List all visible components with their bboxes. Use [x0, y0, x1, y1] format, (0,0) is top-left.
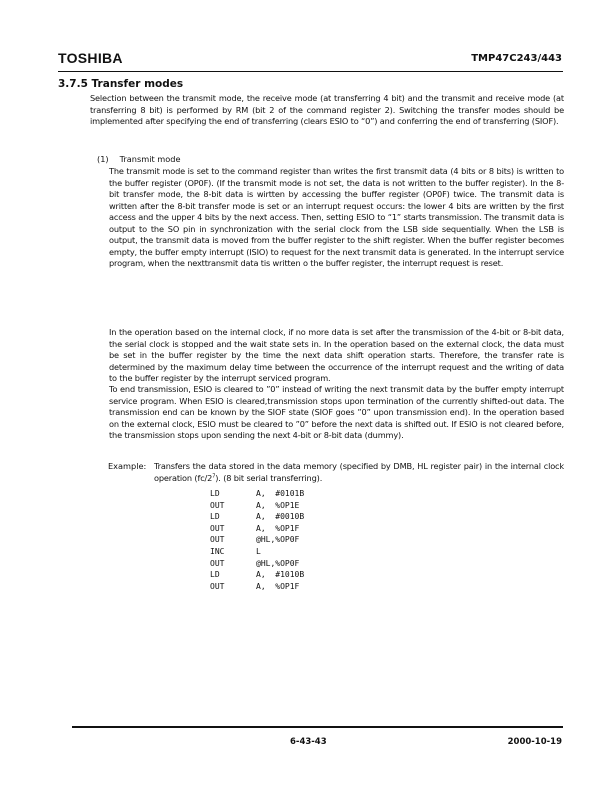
paragraph: The transmit mode is set to the command register than writes the first transmit data (4 bits or 8 bits) is written to the buffer register (OP0F). (If the transmit mode is not set, the data is not written to the buffer register). In the 8-bit transfer mode, the 8-bit data is wirtten by accessing the buffer register (OP0F) twice. The transmit data is written after the 8-bit transfer mode is set or an interrupt request occurs: the lower 4 bits are written by the first access and the upper 4 bits by the next access. Then, setting ESIO to “1” starts transmission. The transmit data is output to the SO pin in synchronization with the serial clock from the LSB side sequentially. When the LSB is output, the transmit data is moved from the buffer register to the shift register. When the buffer register becomes empty, the buffer empty interrupt (ISIO) to request for the next transmit data is generated. In the interrupt service program, when the nexttransmit data tis written o the buffer register, the interrupt request is reset.	[109, 166, 564, 268]
code-line	[210, 546, 304, 558]
code-line	[210, 581, 304, 593]
code-line	[210, 500, 304, 512]
code-operands: L	[256, 546, 261, 556]
subsection-number: (1)	[97, 154, 109, 164]
code-opcode: OUT	[210, 581, 225, 591]
brand-logo: TOSHIBA	[58, 50, 123, 66]
code-opcode: OUT	[210, 500, 225, 510]
code-line	[210, 534, 304, 546]
section-intro: Selection between the transmit mode, the receive mode (at transferring 4 bit) and the transmit and receive mode (at transferring 8 bit) is performed by RM (bit 2 of the command register 2). Switching the transfer modes should be implemented after specifying the end of transferring (clears ESIO to “0”) and conferring the end of transferring (SIOF).	[90, 93, 564, 126]
code-opcode: OUT	[210, 535, 225, 545]
code-operands: A, #1010B	[256, 570, 305, 580]
code-operands: @HL,%OP0F	[256, 558, 300, 568]
code-listing	[210, 488, 304, 592]
example-text-before: Transfers the data stored in the data memory (specified by DMB, HL register pair) in the internal clock operation (fc/2	[154, 461, 564, 483]
section-title: 3.7.5 Transfer modes	[58, 78, 184, 90]
code-opcode: LD	[210, 489, 220, 498]
part-number: TMP47C243/443	[471, 53, 562, 64]
example-description	[154, 461, 564, 484]
page-number: 6-43-43	[290, 737, 327, 747]
code-operands: A, %OP1F	[256, 523, 300, 533]
code-operands: A, %OP1E	[256, 500, 300, 510]
paragraph: To end transmission, ESIO is cleared to ”0” instead of writing the next transmit data by the buffer empty interrupt service program. When ESIO is cleared,transmission stops upon termination of the currently shifted-out data. The transmission end can be known by the SIOF state (SIOF goes ”0” upon transmission end). In the operation based on the external clock, ESIO must be cleared to ”0” before the next data is shifted out. If ESIO is not cleared before, the transmission stops upon sending the next 4-bit or 8-bit data (dummy).	[109, 384, 564, 440]
code-operands: @HL,%OP0F	[256, 535, 300, 545]
code-line	[210, 569, 304, 581]
subsection-title: Transmit mode	[119, 154, 181, 164]
code-opcode: OUT	[210, 523, 225, 533]
code-line	[210, 488, 304, 500]
code-line	[210, 523, 304, 535]
code-line	[210, 558, 304, 570]
code-opcode: LD	[210, 570, 220, 580]
footer-rule	[72, 726, 563, 728]
code-opcode: OUT	[210, 558, 225, 568]
footer-date: 2000-10-19	[507, 737, 562, 747]
example-label: Example:	[108, 461, 147, 471]
example-text-after: ). (8 bit serial transferring).	[215, 472, 323, 483]
example-superscript: 7	[212, 472, 216, 479]
code-line	[210, 511, 304, 523]
code-operands: A, %OP1F	[256, 581, 300, 591]
code-operands: A, #0101B	[256, 489, 305, 498]
code-operands: A, #0010B	[256, 512, 305, 522]
code-opcode: INC	[210, 546, 225, 556]
paragraph: In the operation based on the internal clock, if no more data is set after the transmission of the 4-bit or 8-bit data, the serial clock is stopped and the wait state sets in. In the operation based on the external clock, the data must be set in the buffer register by the time the next data shift operation starts. Therefore, the transfer rate is determined by the maximum delay time between the occurrence of the interrupt request and the writing of data to the buffer register by the interrupt serviced program.	[109, 327, 564, 383]
subsection-heading	[97, 154, 181, 164]
header-rule	[58, 71, 563, 72]
code-opcode: LD	[210, 512, 220, 522]
